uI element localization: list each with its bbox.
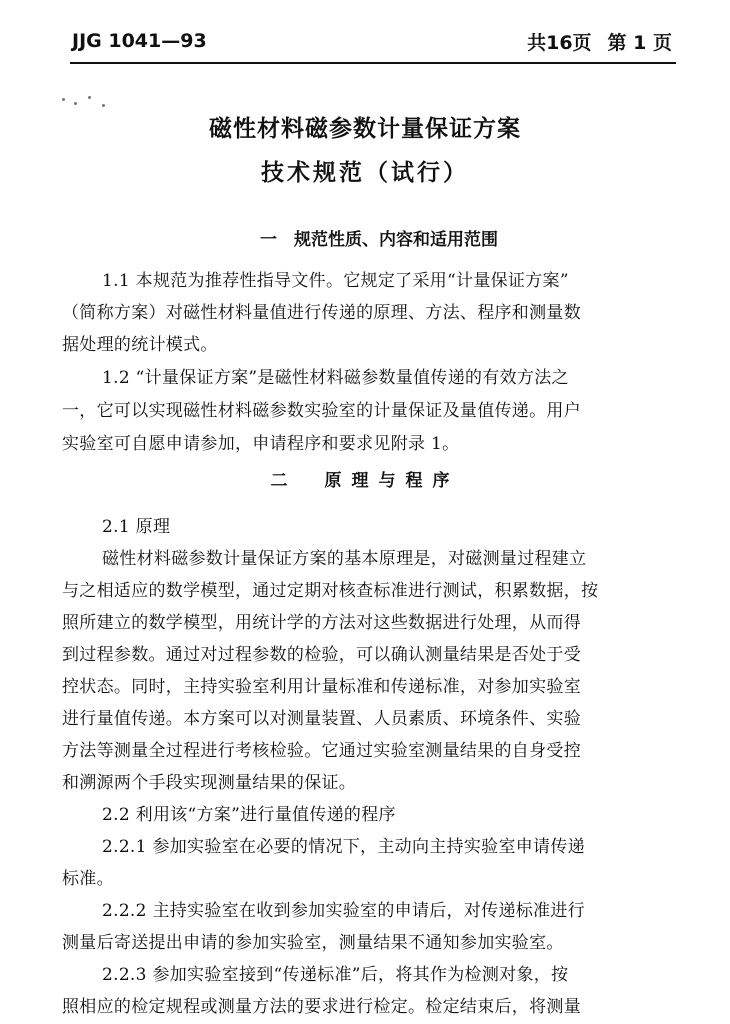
paragraph-line: 一，它可以实现磁性材料磁参数实验室的计量保证及量值传递。用户 [62, 401, 581, 421]
paragraph-line: 2.2.2 主持实验室在收到参加实验室的申请后，对传递标准进行 [102, 901, 585, 921]
paragraph-line: 2.2.1 参加实验室在必要的情况下，主动向主持实验室申请传递 [102, 837, 585, 857]
paragraph-line: 据处理的统计模式。 [62, 335, 218, 355]
paragraph-line: （简称方案）对磁性材料量值进行传递的原理、方法、程序和测量数 [62, 303, 581, 323]
paragraph-line: 到过程参数。通过对过程参数的检验，可以确认测量结果是否处于受 [62, 645, 581, 665]
paragraph-line: 照相应的检定规程或测量方法的要求进行检定。检定结束后，将测量 [62, 997, 581, 1017]
paragraph-line: 方法等测量全过程进行考核检验。它通过实验室测量结果的自身受控 [62, 741, 581, 761]
paragraph-line: 和溯源两个手段实现测量结果的保证。 [62, 773, 357, 793]
paragraph-line: 与之相适应的数学模型，通过定期对核查标准进行测试，积累数据，按 [62, 581, 599, 601]
subsection-heading: 2.1 原理 [102, 517, 171, 537]
page-number: 第 1 页 [607, 31, 672, 54]
paragraph-line: 测量后寄送提出申请的参加实验室，测量结果不通知参加实验室。 [62, 933, 564, 953]
scan-specks [62, 94, 112, 108]
header-rule [70, 62, 676, 64]
document-subtitle: 技术规范（试行） [261, 160, 469, 186]
paragraph-line: 进行量值传递。本方案可以对测量装置、人员素质、环境条件、实验 [62, 709, 581, 729]
paragraph-line: 磁性材料磁参数计量保证方案的基本原理是，对磁测量过程建立 [102, 549, 587, 569]
paragraph-line: 实验室可自愿申请参加，申请程序和要求见附录 1。 [62, 434, 460, 454]
total-pages: 共16页 [527, 31, 592, 54]
paragraph-line: 标准。 [62, 869, 114, 889]
page-count [511, 28, 672, 55]
page-header [72, 24, 672, 58]
paragraph-line: 照所建立的数学模型，用统计学的方法对这些数据进行处理，从而得 [62, 613, 581, 633]
section-2-heading: 二 原理与程序 [270, 471, 460, 491]
paragraph-line: 1.2 “计量保证方案”是磁性材料磁参数量值传递的有效方法之 [102, 368, 569, 388]
paragraph-line: 2.2.3 参加实验室接到“传递标准”后，将其作为检测对象，按 [102, 965, 569, 985]
paragraph-line: 控状态。同时，主持实验室利用计量标准和传递标准，对参加实验室 [62, 677, 581, 697]
section-1-heading: 一 规范性质、内容和适用范围 [260, 230, 498, 250]
subsection-heading: 2.2 利用该“方案”进行量值传递的程序 [102, 805, 396, 825]
document-title: 磁性材料磁参数计量保证方案 [209, 116, 521, 142]
paragraph-line: 1.1 本规范为推荐性指导文件。它规定了采用“计量保证方案” [102, 271, 569, 291]
standard-code: JJG 1041—93 [72, 30, 207, 52]
